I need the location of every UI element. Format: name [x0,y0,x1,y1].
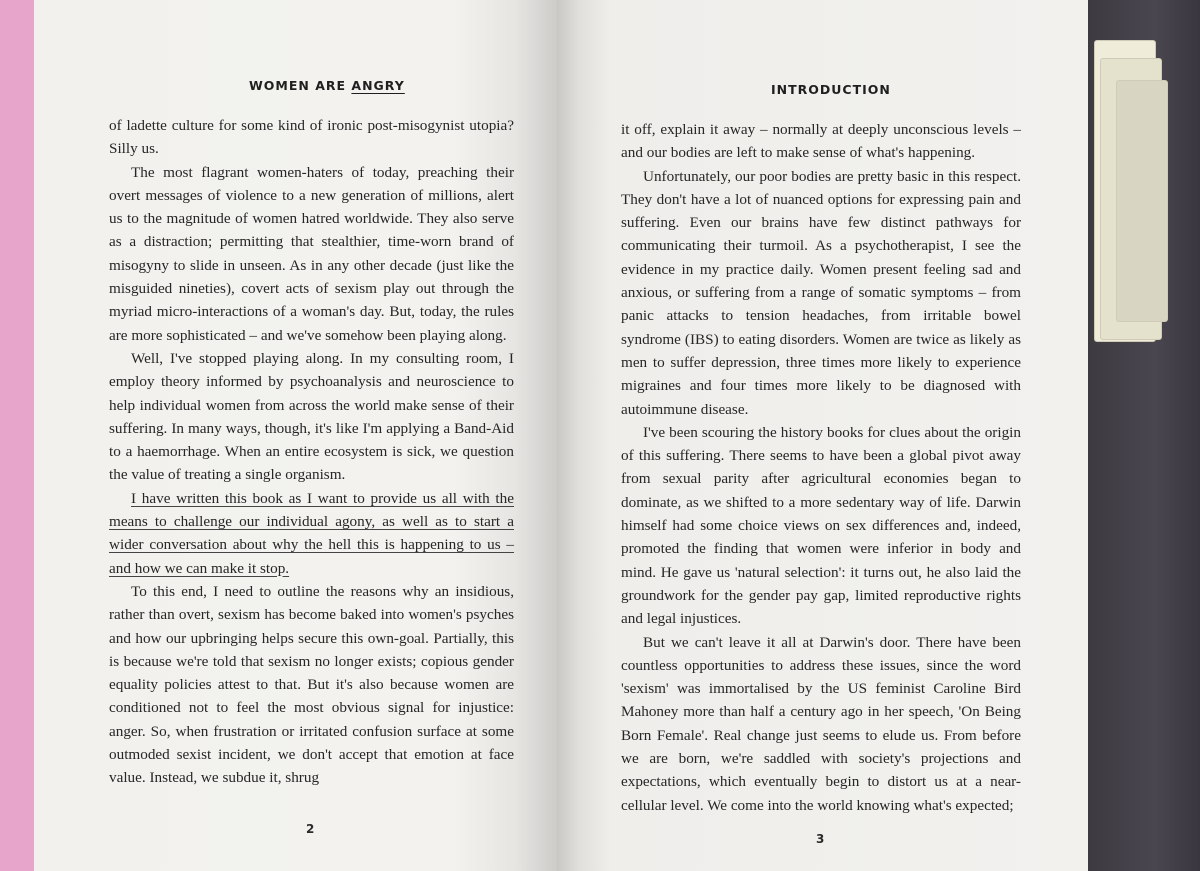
right-running-head: INTRODUCTION [771,82,891,97]
left-body-text [109,114,514,790]
background-pink-edge [0,0,34,871]
left-paragraph-5: To this end, I need to outline the reasons why an insidious, rather than overt, sexism has become baked into women's psyches and how our upbringing helps secure this own-goal. Partially, this is because we're told that sexism no longer exists; copious gender equality policies attest to that. But it's also because women are conditioned not to feel the most obvious signal for injustice: anger. So, when frustration or irritated confusion surface at some outmoded sexist incident, we don't accept that emotion at face value. Instead, we subdue it, shrug [109,582,514,787]
left-paragraph-4: I have written this book as I want to provide us all with the means to challenge our individual agony, as well as to start a wider conversation about why the hell this is happening to us – and how we can make it stop. [109,489,514,577]
left-paragraph-3: Well, I've stopped playing along. In my consulting room, I employ theory informed by psychoanalysis and neuroscience to help individual women from across the world make sense of their suffering. In many ways, though, it's like I'm applying a Band-Aid to a haemorrhage. When an entire ecosystem is sick, we question the value of treating a single organism. [109,349,514,484]
sticky-note-tabs [1096,40,1162,370]
right-paragraph-4: But we can't leave it all at Darwin's door. There have been countless opportunities to address these issues, since the word 'sexism' was immortalised by the US feminist Caroline Bird Mahoney more than half a century ago in her speech, 'On Being Born Female'. Real change just seems to elude us. From before we are born, we're saddled with society's projections and expectations, which eventually begin to distort us at a near-cellular level. We come into the world knowing what's expected; [621,633,1021,814]
running-head-plain: WOMEN ARE [249,78,352,93]
right-page-number: 3 [816,832,825,846]
right-paragraph-3: I've been scouring the history books for clues about the origin of this suffering. There seems to have been a global pivot away from sexual parity after agricultural economies began to dominate, as we shifted to a more sedentary way of life. Darwin himself had some choice views on sex differences and, indeed, promoted the finding that women were inferior in body and mind. He gave us 'natural selection': it turns out, he also laid the groundwork for the gender pay gap, limited reproductive rights and legal injustices. [621,423,1021,628]
right-page [557,0,1092,871]
right-paragraph-1: it off, explain it away – normally at deeply unconscious levels – and our bodies are left to make sense of what's happening. [621,121,1021,162]
right-body-text [621,118,1021,817]
left-paragraph-1: of ladette culture for some kind of ironic post-misogynist utopia? Silly us. [109,117,514,158]
left-page [34,0,557,871]
left-running-head [249,78,405,93]
right-paragraph-2: Unfortunately, our poor bodies are pretty basic in this respect. They don't have a lot of nuanced options for expressing pain and suffering. Even our brains have few distinct pathways for communicating their turmoil. As a psychotherapist, I see the evidence in my practice daily. Women present feeling sad and anxious, or suffering from a range of somatic symptoms – from panic attacks to tension headaches, from irritable bowel syndrome (IBS) to eating disorders. Women are twice as likely as men to suffer depression, three times more likely to experience migraines and four times more likely to be diagnosed with autoimmune disease. [621,167,1021,418]
left-paragraph-2: The most flagrant women-haters of today, preaching their overt messages of violence to a new generation of millions, alert us to the magnitude of women hatred worldwide. They also serve as a distraction; permitting that stealthier, time-worn brand of misogyny to slide in unseen. As in any other decade (just like the misguided nineties), covert acts of sexism play out through the myriad micro-interactions of a woman's day. But, today, the rules are more sophisticated – and we've somehow been playing along. [109,163,514,344]
sticky-note-tab [1116,80,1168,322]
left-page-number: 2 [306,822,315,836]
running-head-underlined: ANGRY [351,78,405,93]
